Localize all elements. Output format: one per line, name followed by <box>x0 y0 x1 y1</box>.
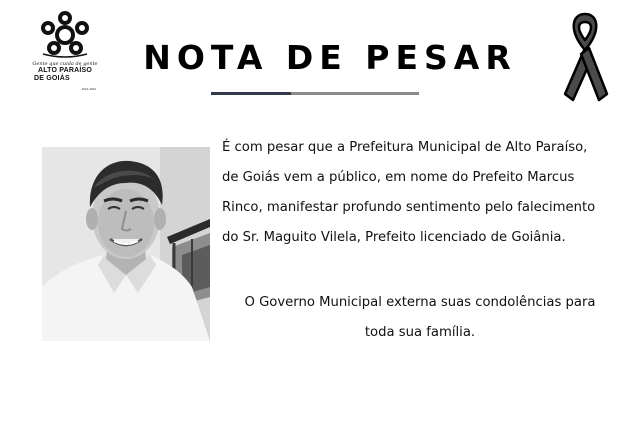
title-underline <box>211 92 419 95</box>
message-line: Rinco, manifestar profundo sentimento pelo falecimento <box>222 200 596 215</box>
flower-logo-icon <box>39 10 91 60</box>
message-line: do Sr. Maguito Vilela, Prefeito licenciado de Goiânia. <box>222 230 566 245</box>
portrait-photo <box>42 147 210 341</box>
underline-dark-segment <box>211 92 291 95</box>
closing-message <box>222 288 618 348</box>
page-title: NOTA DE PESAR <box>143 38 517 77</box>
logo-name-line-1: ALTO PARAÍSO <box>37 67 93 74</box>
closing-line: toda sua família. <box>364 325 476 340</box>
logo-name-line-2: DE GOIÁS <box>34 75 70 82</box>
message-line: É com pesar que a Prefeitura Municipal de Alto Paraíso, <box>222 140 588 155</box>
prefeitura-logo <box>30 10 100 92</box>
closing-line: O Governo Municipal externa suas condolências para <box>244 295 596 310</box>
underline-light-segment <box>291 92 419 95</box>
portrait-image <box>42 147 210 341</box>
logo-years: 2021-2024 <box>81 87 96 91</box>
message-line: de Goiás vem a público, em nome do Prefeito Marcus <box>222 170 575 185</box>
condolence-message <box>222 133 622 253</box>
logo-tagline: Gente que cuida de gente <box>32 61 98 67</box>
mourning-ribbon-icon <box>555 10 615 105</box>
